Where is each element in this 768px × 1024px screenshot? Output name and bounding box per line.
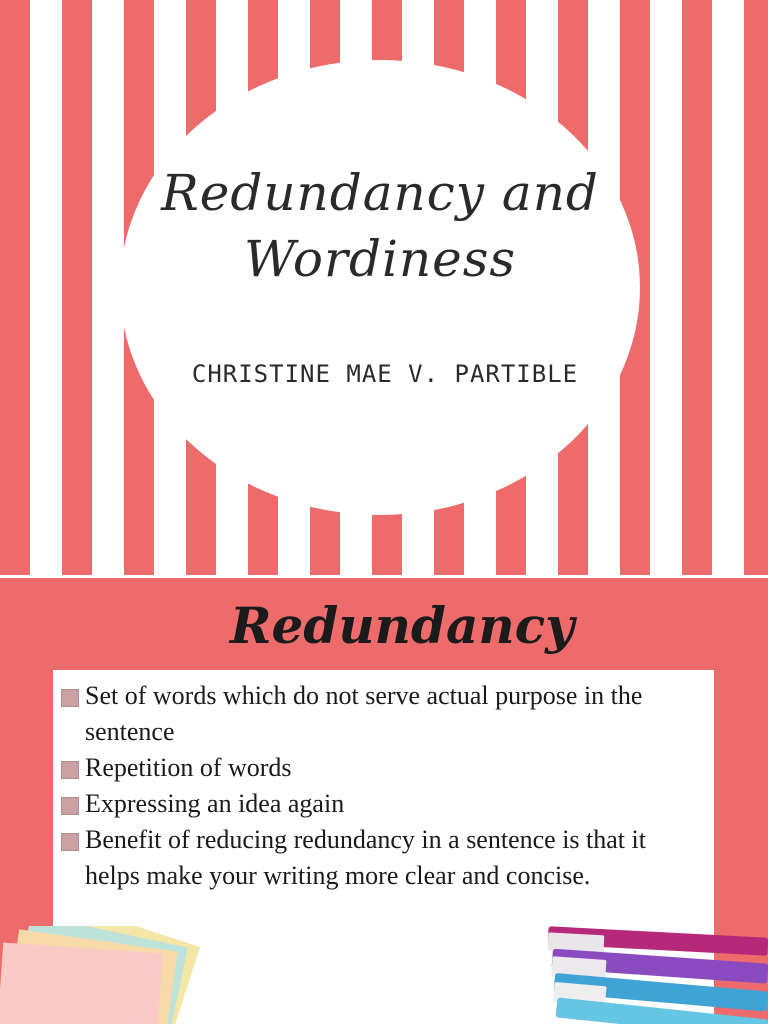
bullet-item — [61, 786, 702, 822]
book-stack-icon — [538, 926, 768, 1024]
bullet-item — [61, 750, 702, 786]
bullet-text: Benefit of reducing redundancy in a sentence is that it helps make your writing more clear and concise. — [85, 825, 646, 890]
bullet-text: Expressing an idea again — [85, 789, 345, 818]
title-line-1: Redundancy and — [161, 164, 599, 222]
bullet-item — [61, 678, 702, 750]
square-bullet-icon — [61, 833, 79, 851]
square-bullet-icon — [61, 761, 79, 779]
content-slide — [0, 578, 768, 1024]
title-line-2: Wordiness — [243, 230, 517, 288]
bullet-item — [61, 822, 702, 894]
paper-stack-icon — [0, 926, 250, 1024]
square-bullet-icon — [61, 689, 79, 707]
bullet-list — [53, 670, 714, 894]
bullet-text: Set of words which do not serve actual purpose in the sentence — [85, 681, 643, 746]
author-name: CHRISTINE MAE V. PARTIBLE — [191, 360, 579, 388]
slide-title — [150, 160, 610, 292]
square-bullet-icon — [61, 797, 79, 815]
bullet-text: Repetition of words — [85, 753, 292, 782]
slide-heading: Redundancy — [230, 596, 575, 655]
